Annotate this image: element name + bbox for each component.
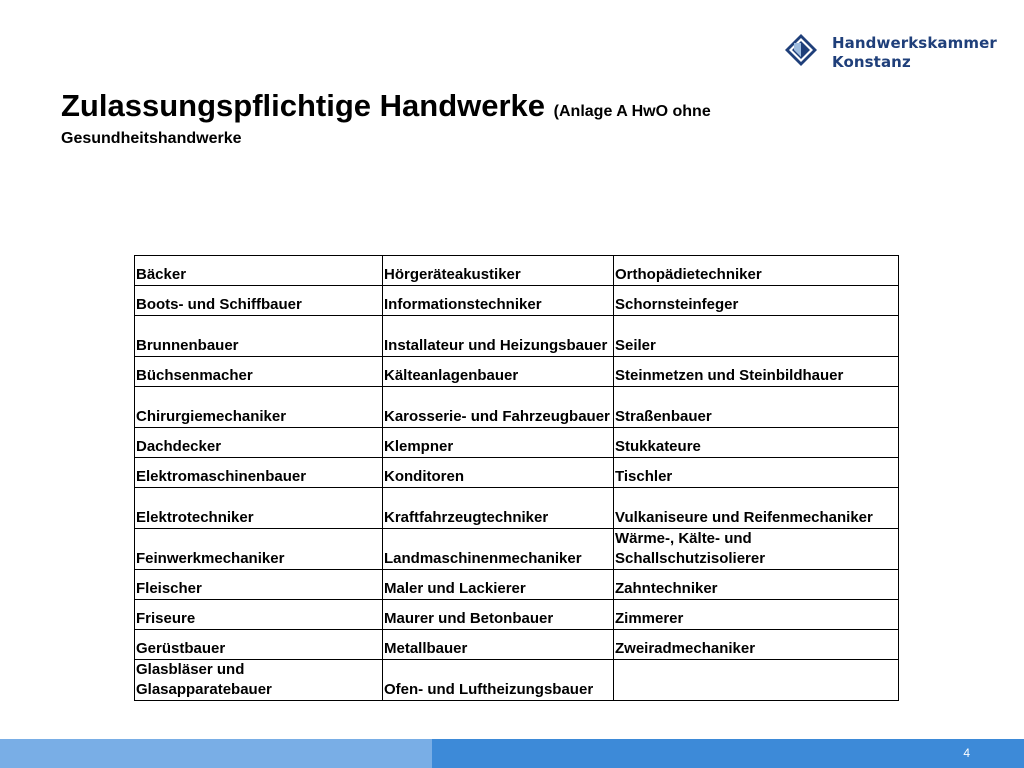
table-cell: Elektrotechniker <box>135 488 383 529</box>
table-cell: Brunnenbauer <box>135 316 383 357</box>
table-cell: Steinmetzen und Steinbildhauer <box>614 357 899 387</box>
table-row <box>135 570 899 600</box>
handwerkskammer-logo-icon <box>784 33 818 67</box>
table-cell: Karosserie- und Fahrzeugbauer <box>383 387 614 428</box>
table-cell: Bäcker <box>135 256 383 286</box>
table-cell: Landmaschinenmechaniker <box>383 529 614 570</box>
table-cell: Metallbauer <box>383 630 614 660</box>
table-cell: Seiler <box>614 316 899 357</box>
table-cell: Ofen- und Luftheizungsbauer <box>383 660 614 701</box>
table-cell: Orthopädietechniker <box>614 256 899 286</box>
table-cell: Klempner <box>383 428 614 458</box>
trades-table-body <box>135 256 899 701</box>
logo-text <box>832 34 997 72</box>
footer-bar-left <box>0 739 432 768</box>
table-cell <box>614 660 899 701</box>
table-cell: Fleischer <box>135 570 383 600</box>
table-cell: Informationstechniker <box>383 286 614 316</box>
table-cell: Straßenbauer <box>614 387 899 428</box>
table-row <box>135 316 899 357</box>
table-row <box>135 357 899 387</box>
page-number: 4 <box>963 746 970 760</box>
title-sub-part1: (Anlage A HwO ohne <box>553 103 711 120</box>
table-cell: Zahntechniker <box>614 570 899 600</box>
logo-line1: Handwerkskammer <box>832 34 997 52</box>
trades-table <box>134 255 899 701</box>
table-cell: Kälteanlagenbauer <box>383 357 614 387</box>
table-cell: Tischler <box>614 458 899 488</box>
table-cell: Schornsteinfeger <box>614 286 899 316</box>
table-cell: Vulkaniseure und Reifenmechaniker <box>614 488 899 529</box>
table-cell: Hörgeräteakustiker <box>383 256 614 286</box>
table-cell: Installateur und Heizungsbauer <box>383 316 614 357</box>
table-cell: Zweiradmechaniker <box>614 630 899 660</box>
table-row <box>135 387 899 428</box>
table-cell: Elektromaschinenbauer <box>135 458 383 488</box>
title-main: Zulassungspflichtige Handwerke <box>61 88 546 123</box>
table-cell: Konditoren <box>383 458 614 488</box>
table-cell: Glasbläser und Glasapparatebauer <box>135 660 383 701</box>
table-row <box>135 529 899 570</box>
logo-line2: Konstanz <box>832 53 911 71</box>
table-cell: Gerüstbauer <box>135 630 383 660</box>
table-cell: Dachdecker <box>135 428 383 458</box>
table-cell: Büchsenmacher <box>135 357 383 387</box>
table-row <box>135 630 899 660</box>
table-cell: Zimmerer <box>614 600 899 630</box>
footer-bar-right <box>432 739 1024 768</box>
table-row <box>135 256 899 286</box>
table-cell: Boots- und Schiffbauer <box>135 286 383 316</box>
table-row <box>135 428 899 458</box>
table-cell: Wärme-, Kälte- und Schallschutzisolierer <box>614 529 899 570</box>
page-title <box>61 88 961 148</box>
table-cell: Maurer und Betonbauer <box>383 600 614 630</box>
table-cell: Chirurgiemechaniker <box>135 387 383 428</box>
table-row <box>135 286 899 316</box>
table-row <box>135 600 899 630</box>
table-cell: Maler und Lackierer <box>383 570 614 600</box>
title-sub-part2: Gesundheitshandwerke <box>61 130 242 147</box>
table-cell: Stukkateure <box>614 428 899 458</box>
table-cell: Kraftfahrzeugtechniker <box>383 488 614 529</box>
table-row <box>135 488 899 529</box>
table-cell: Friseure <box>135 600 383 630</box>
logo <box>784 33 997 72</box>
table-cell: Feinwerkmechaniker <box>135 529 383 570</box>
table-row <box>135 458 899 488</box>
table-row <box>135 660 899 701</box>
footer-bar <box>0 739 1024 768</box>
